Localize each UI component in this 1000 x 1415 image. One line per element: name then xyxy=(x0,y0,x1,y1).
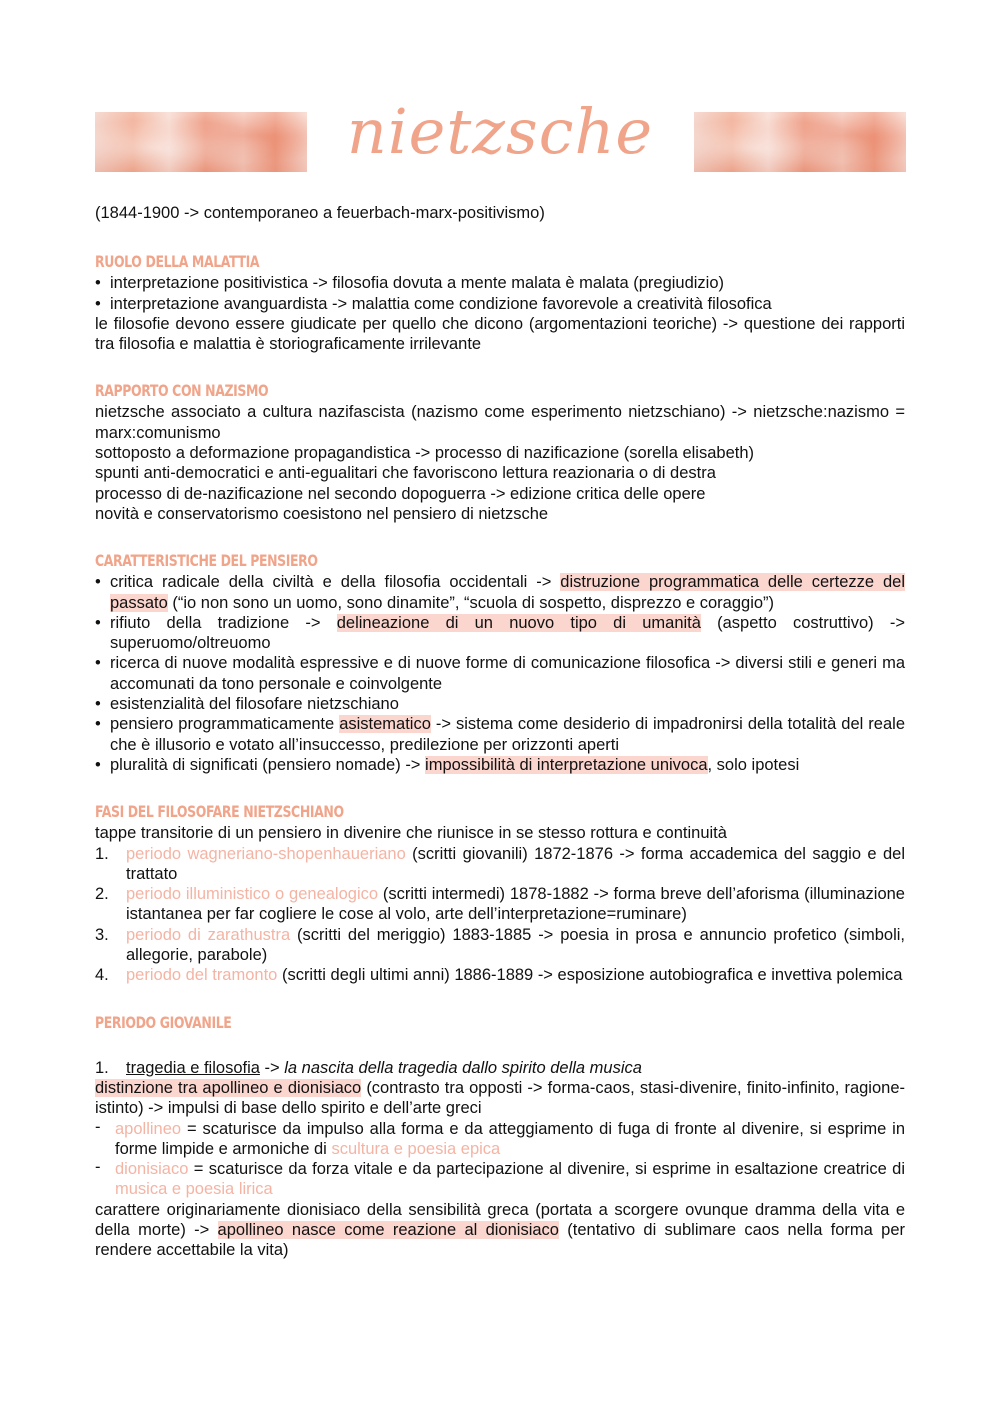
list-item xyxy=(95,1159,905,1200)
period-name: periodo illuministico o genealogico xyxy=(126,885,379,904)
period-name: periodo di zarathustra xyxy=(126,925,291,944)
page-title: nietzsche xyxy=(346,95,654,168)
text: (tentativo di sublimare caos nella forma per rendere accettabile la vita) xyxy=(95,1220,905,1260)
section-heading: RUOLO DELLA MALATTIA xyxy=(95,252,260,272)
list-item xyxy=(95,844,905,885)
list-item: • esistenzialità del filosofare nietzschiano xyxy=(95,694,905,714)
list-item: • interpretazione avanguardista -> malattia come condizione favorevole a creatività filosofica xyxy=(95,294,905,314)
text: pluralità di significati (pensiero nomade) -> xyxy=(110,755,426,774)
period-name: periodo del tramonto xyxy=(126,966,278,985)
bullet-list xyxy=(95,572,905,775)
list-number: 4. xyxy=(95,966,109,985)
highlight: distinzione tra apollineo e dionisiaco xyxy=(95,1078,362,1097)
section-fasi xyxy=(95,801,905,985)
section-heading: FASI DEL FILOSOFARE NIETZSCHIANO xyxy=(95,802,344,822)
section-giovanile xyxy=(95,1012,905,1261)
text: pensiero programmaticamente xyxy=(110,715,340,734)
highlight: delineazione di un nuovo tipo di umanità xyxy=(336,613,701,632)
list-item xyxy=(95,884,905,925)
list-item xyxy=(95,1058,905,1078)
highlight: apollineo nasce come reazione al dionisiaco xyxy=(217,1220,559,1239)
numbered-list xyxy=(95,844,905,986)
dash-list xyxy=(95,1119,905,1200)
list-item xyxy=(95,925,905,966)
term: scultura e poesia epica xyxy=(331,1139,501,1158)
document-body xyxy=(95,203,905,1261)
list-item xyxy=(95,613,905,654)
text: = scaturisce da impulso alla forma e da atteggiamento di fuga di fronte al divenire, si esprime in forme limpide e armoniche di xyxy=(115,1119,905,1158)
list-number: 1. xyxy=(95,844,109,863)
list-number: 3. xyxy=(95,925,109,944)
highlight: impossibilità di interpretazione univoca xyxy=(425,755,708,774)
text: (scritti del meriggio) 1883-1885 -> poesia in prosa e annuncio profetico (simboli, allegorie, parabole) xyxy=(126,925,905,965)
section-heading: RAPPORTO CON NAZISMO xyxy=(95,381,269,401)
list-number: 2. xyxy=(95,885,109,904)
text: , solo ipotesi xyxy=(707,755,800,774)
text: -> xyxy=(259,1058,285,1077)
paragraph: spunti anti-democratici e anti-egualitari che favoriscono lettura reazionaria o di destra xyxy=(95,464,716,483)
list-number: 1. xyxy=(95,1058,109,1077)
paragraph: le filosofie devono essere giudicate per quello che dicono (argomentazioni teoriche) -> questione dei rapporti tra filosofia e malattia è storiograficamente irrilevante xyxy=(95,314,905,354)
text: = scaturisce da forza vitale e da partecipazione al divenire, si esprime in esaltazione creatrice di xyxy=(188,1160,905,1179)
term: apollineo xyxy=(115,1119,182,1138)
text: (contrasto tra opposti -> forma-caos, stasi-divenire, finito-infinito, ragione-istinto) -> impulsi di base dello spirito e dell’arte greci xyxy=(95,1078,905,1118)
text: (“io non sono un uomo, sono dinamite”, “scuola di sospetto, disprezzo e coraggio”) xyxy=(167,593,775,612)
period-name: periodo wagneriano-shopenhaueriano xyxy=(126,844,406,863)
section-heading: CARATTERISTICHE DEL PENSIERO xyxy=(95,551,318,571)
section-nazismo xyxy=(95,380,905,524)
text: (scritti giovanili) 1872-1876 -> forma accademica del saggio e del trattato xyxy=(126,844,905,883)
section-heading: PERIODO GIOVANILE xyxy=(95,1012,232,1032)
list-item xyxy=(95,755,905,775)
list-item xyxy=(95,572,905,613)
text: critica radicale della civiltà e della filosofia occidentali -> xyxy=(110,573,561,592)
list-item: • ricerca di nuove modalità espressive e di nuove forme di comunicazione filosofica -> diversi stili e generi ma accomunati da tono personale e coinvolgente xyxy=(95,653,905,694)
text: rifiuto della tradizione -> xyxy=(110,613,337,632)
paragraph: nietzsche associato a cultura nazifascista (nazismo come esperimento nietzschiano) -> nietzsche:nazismo = marx:comunismo xyxy=(95,403,905,442)
paragraph: novità e conservatorismo coesistono nel pensiero di nietzsche xyxy=(95,504,549,523)
paragraph: processo di de-nazificazione nel secondo dopoguerra -> edizione critica delle opere xyxy=(95,484,706,503)
highlight: distruzione programmatica delle certezze del passato xyxy=(110,573,905,612)
topic-title: tragedia e filosofia xyxy=(126,1058,260,1077)
text: carattere originariamente dionisiaco della sensibilità greca (portata a scorgere ovunque dramma della vita e della morte) -> xyxy=(95,1200,905,1239)
paragraph xyxy=(95,1078,905,1119)
section-malattia xyxy=(95,251,905,354)
text: (scritti degli ultimi anni) 1886-1889 -> esposizione autobiografica e invettiva polemica xyxy=(277,966,903,985)
section-caratteristiche xyxy=(95,550,905,775)
paragraph xyxy=(95,1200,905,1261)
paragraph: sottoposto a deformazione propagandistica -> processo di nazificazione (sorella elisabeth) xyxy=(95,444,755,463)
text: (scritti intermedi) 1878-1882 -> forma breve dell’aforisma (illuminazione istantanea per far cogliere le cose al volo, arte dell’interpretazione=ruminare) xyxy=(126,885,905,924)
text: -> sistema come desiderio di impadronirsi della totalità del reale che è illusorio e votato all’insuccesso, predilezione per orizzonti aperti xyxy=(110,715,905,754)
list-item: • interpretazione positivistica -> filosofia dovuta a mente malata è malata (pregiudizio) xyxy=(95,273,905,293)
term: musica e poesia lirica xyxy=(115,1180,273,1199)
term: dionisiaco xyxy=(115,1160,189,1179)
bullet-list xyxy=(95,273,905,314)
work-title: la nascita della tragedia dallo spirito della musica xyxy=(284,1058,642,1077)
paragraph: tappe transitorie di un pensiero in divenire che riunisce in se stesso rottura e continuità xyxy=(95,824,727,843)
list-item xyxy=(95,965,905,985)
list-item xyxy=(95,1119,905,1160)
list-item xyxy=(95,714,905,755)
highlight: asistematico xyxy=(339,715,431,734)
text: (aspetto costruttivo) -> superuomo/oltreuomo xyxy=(110,613,905,653)
decorative-banner-right xyxy=(694,112,906,172)
intro-line: (1844-1900 -> contemporaneo a feuerbach-marx-positivismo) xyxy=(95,204,545,222)
numbered-list xyxy=(95,1058,905,1078)
